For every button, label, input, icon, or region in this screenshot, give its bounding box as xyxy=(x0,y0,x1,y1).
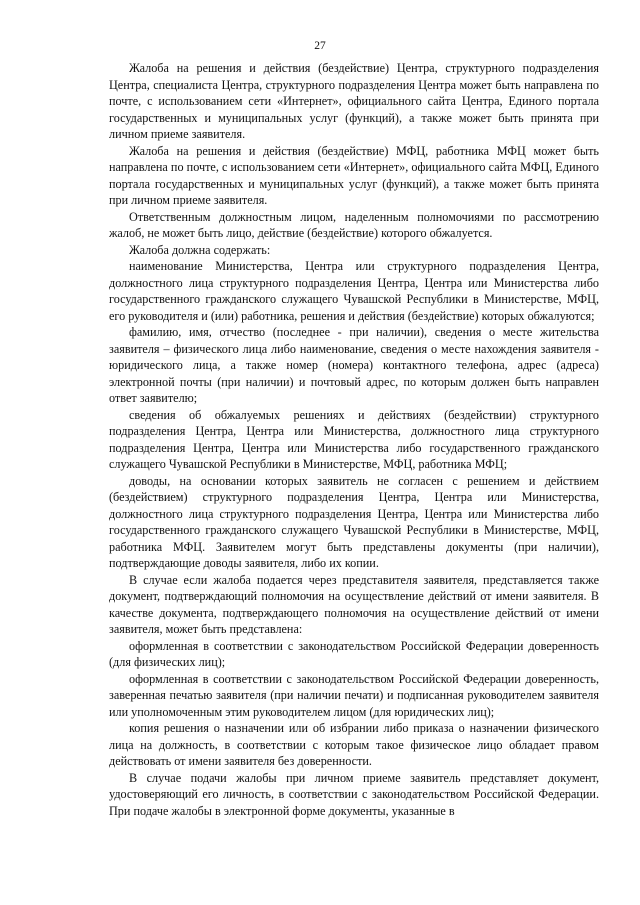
paragraph: Жалоба на решения и действия (бездействие) МФЦ, работника МФЦ может быть направлена по почте, с использованием сети «Интернет», официального сайта МФЦ, Единого портала государственных и муниципальных услуг (функций), а также может быть принята при личном приеме заявителя. xyxy=(109,143,599,207)
paragraph: оформленная в соответствии с законодательством Российской Федерации доверенность, заверенная печатью заявителя (при наличии печати) и подписанная руководителем заявителя или уполномоченным этим руководителем лицом (для юридических лиц); xyxy=(109,671,599,719)
paragraph: доводы, на основании которых заявитель не согласен с решением и действием (бездействием) структурного подразделения Центра, Центра или Министерства, должностного лица структурного подразделения Центра, Центра или Министерства либо государственного гражданского служащего Чувашской Республики в Министерстве, МФЦ, работника МФЦ. Заявителем могут быть представлены документы (при наличии), подтверждающие доводы заявителя, либо их копии. xyxy=(109,473,599,570)
paragraph: В случае если жалоба подается через представителя заявителя, представляется также документ, подтверждающий полномочия на осуществление действий от имени заявителя. В качестве документа, подтверждающего полномочия на осуществление действий от имени заявителя, может быть представлена: xyxy=(109,572,599,636)
paragraph: наименование Министерства, Центра или структурного подразделения Центра, должностного лица структурного подразделения Центра, Центра или Министерства либо государственного гражданского служащего Чувашской Республики в Министерстве, МФЦ, его руководителя и (или) работника, решения и действия (бездействие) которых обжалуются; xyxy=(109,259,599,323)
paragraph: оформленная в соответствии с законодательством Российской Федерации доверенность (для физических лиц); xyxy=(109,638,599,669)
paragraph: копия решения о назначении или об избрании либо приказа о назначении физического лица на должность, в соответствии с которым такое физическое лицо обладает правом действовать от имени заявителя без доверенности. xyxy=(109,721,599,768)
paragraph: Жалоба на решения и действия (бездействие) Центра, структурного подразделения Центра, специалиста Центра, структурного подразделения Центра может быть направлена по почте, с использованием сети «Интернет», официального сайта Центра, Единого портала государственных и муниципальных услуг (функций), а также может быть принята при личном приеме заявителя. xyxy=(109,61,599,141)
paragraph: фамилию, имя, отчество (последнее - при наличии), сведения о месте жительства заявителя – физического лица либо наименование, сведения о месте нахождения заявителя - юридического лица, а также номер (номера) контактного телефона, адрес (адреса) электронной почты (при наличии) и почтовый адрес, по которым должен быть направлен ответ заявителю; xyxy=(109,325,599,405)
paragraph: сведения об обжалуемых решениях и действиях (бездействии) структурного подразделения Центра, Центра или Министерства, должностного лица структурного подразделения Центра, Центра или Министерства либо государственного гражданского служащего Чувашской Республики в Министерстве, МФЦ, работника МФЦ; xyxy=(109,407,599,471)
paragraph: Ответственным должностным лицом, наделенным полномочиями по рассмотрению жалоб, не может быть лицо, действие (бездействие) которого обжалуется. xyxy=(109,209,599,240)
paragraph: В случае подачи жалобы при личном приеме заявитель представляет документ, удостоверяющий его личность, в соответствии с законодательством Российской Федерации. При подаче жалобы в электронной форме документы, указанные в xyxy=(109,770,599,818)
paragraph: Жалоба должна содержать: xyxy=(129,242,271,257)
document-body xyxy=(109,60,599,819)
page-number: 27 xyxy=(314,40,326,52)
